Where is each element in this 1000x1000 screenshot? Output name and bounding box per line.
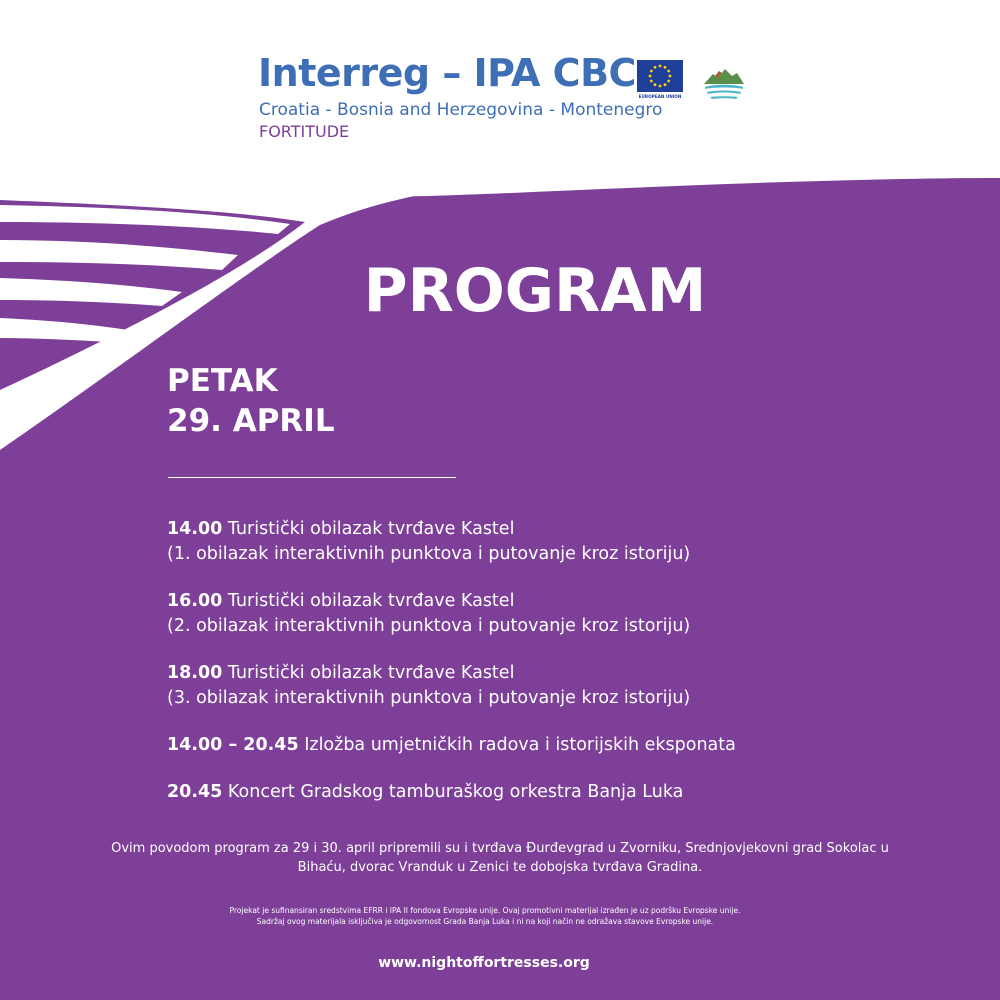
- event-time: 20.45: [167, 782, 223, 802]
- interreg-logo-subtitle: Croatia - Bosnia and Herzegovina - Montenegro: [259, 100, 663, 120]
- event-item: [167, 517, 967, 567]
- disclaimer-line: Sadržaj ovog materijala isključiva je odgovornost Grada Banja Luka i ni na koji način ne odražava stavove Evropske unije.: [256, 917, 714, 926]
- event-time: 14.00: [167, 519, 223, 539]
- date-label: 29. APRIL: [167, 403, 335, 439]
- interreg-logo-title: Interreg – IPA CBC: [258, 51, 636, 95]
- disclaimer-line: Projekat je sufinansiran sredstvima EFRR i IPA II fondova Evropske unije. Ovaj promotivni materijal izrađen je uz podršku Evropske unije.: [229, 906, 741, 915]
- event-detail: (3. obilazak interaktivnih punktova i putovanje kroz istoriju): [167, 688, 691, 708]
- event-title: Izložba umjetničkih radova i istorijskih eksponata: [298, 735, 736, 755]
- website-link[interactable]: www.nightoffortresses.org: [378, 955, 590, 971]
- event-item: [167, 589, 967, 639]
- note-line: Bihaću, dvorac Vranduk u Zenici te dobojska tvrđava Gradina.: [297, 860, 703, 875]
- program-title: PROGRAM: [363, 256, 707, 326]
- event-time: 16.00: [167, 591, 223, 611]
- event-time: 18.00: [167, 663, 223, 683]
- partner-logo-icon: [701, 60, 747, 106]
- eu-label: EUROPEAN UNION: [638, 94, 682, 99]
- event-detail: (1. obilazak interaktivnih punktova i putovanje kroz istoriju): [167, 544, 691, 564]
- event-item: [167, 733, 967, 758]
- day-label: PETAK: [167, 363, 278, 399]
- note-line: Ovim povodom program za 29 i 30. april pripremili su i tvrđava Đurđevgrad u Zvorniku, Srednjovjekovni grad Sokolac u: [111, 841, 889, 856]
- eu-flag-icon: [637, 60, 683, 100]
- event-title: Turistički obilazak tvrđave Kastel: [222, 591, 515, 611]
- program-note: [40, 839, 960, 877]
- event-title: Koncert Gradskog tamburaškog orkestra Banja Luka: [222, 782, 684, 802]
- event-title: Turistički obilazak tvrđave Kastel: [222, 519, 515, 539]
- event-list: [167, 517, 967, 827]
- event-detail: (2. obilazak interaktivnih punktova i putovanje kroz istoriju): [167, 616, 691, 636]
- event-title: Turistički obilazak tvrđave Kastel: [222, 663, 515, 683]
- project-name: FORTITUDE: [259, 122, 350, 141]
- divider: [168, 477, 456, 478]
- event-item: [167, 780, 967, 805]
- event-time: 14.00 – 20.45: [167, 735, 299, 755]
- event-item: [167, 661, 967, 711]
- eu-disclaimer: [100, 905, 870, 927]
